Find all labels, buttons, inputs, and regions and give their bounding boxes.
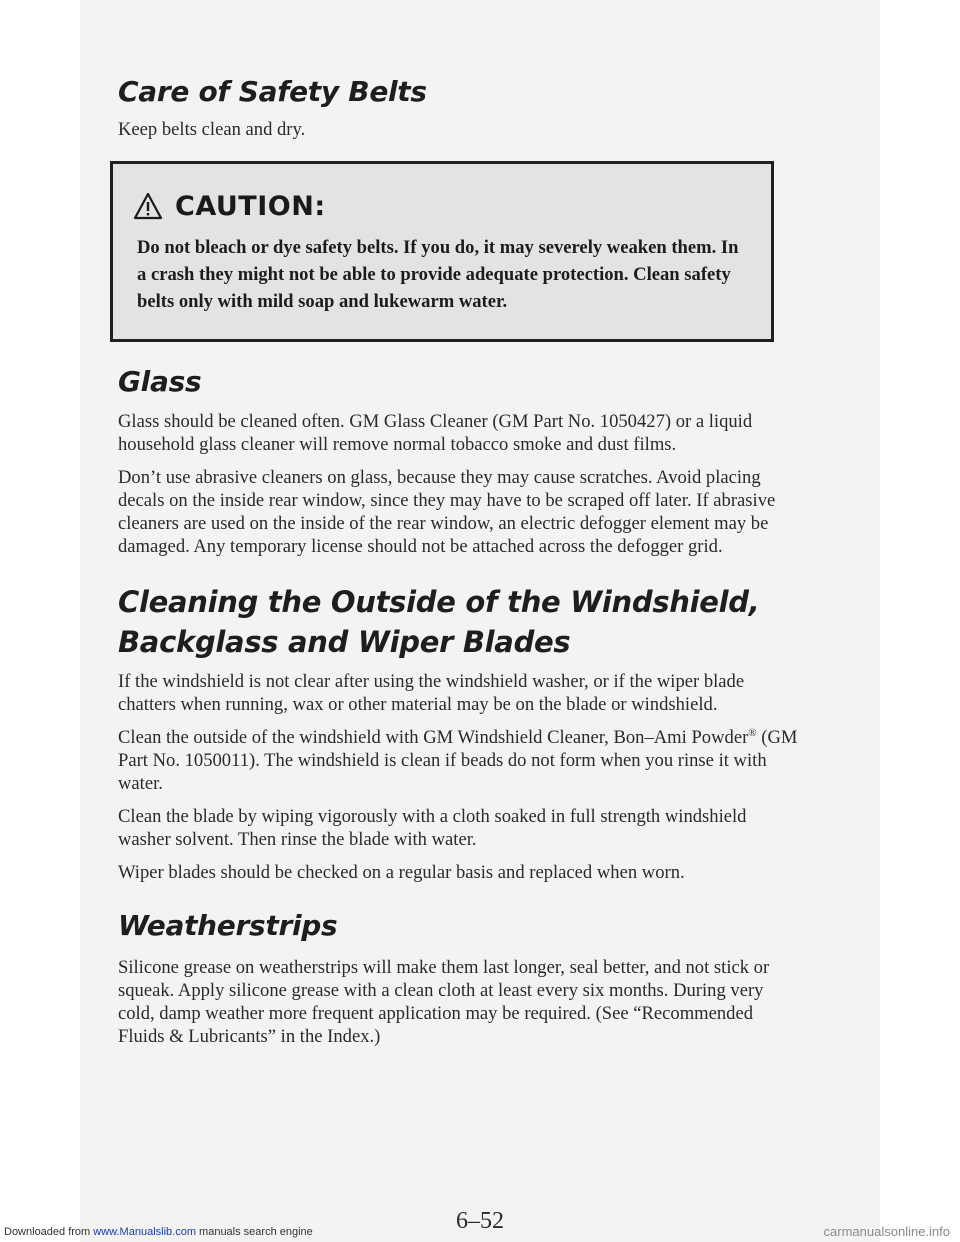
windshield-paragraph-2-start: Clean the outside of the windshield with GM Windshield Cleaner, Bon–Ami Powder bbox=[118, 727, 749, 748]
caution-header bbox=[133, 186, 771, 226]
heading-cleaning-windshield-line-2: Backglass and Wiper Blades bbox=[118, 625, 571, 659]
caution-title: CAUTION: bbox=[175, 190, 326, 222]
weatherstrips-paragraph-1: Silicone grease on weatherstrips will make them last longer, seal better, and not stick or squeak. Apply silicone grease with a clean cloth at least every six months. During very cold, damp weather more frequent application may be required. (See “Recommended Fluids & Lubricants” in the Index.) bbox=[118, 957, 770, 1047]
caution-text: Do not bleach or dye safety belts. If you do, it may severely weaken them. In a crash they might not be able to provide adequate protection. Clean safety belts only with mild soap and lukewarm water. bbox=[137, 237, 739, 312]
heading-cleaning-windshield-line-1: Cleaning the Outside of the Windshield, bbox=[118, 585, 760, 619]
windshield-paragraph-4: Wiper blades should be checked on a regular basis and replaced when worn. bbox=[118, 862, 685, 883]
heading-care-of-safety-belts: Care of Safety Belts bbox=[118, 75, 427, 108]
heading-glass: Glass bbox=[118, 365, 202, 398]
heading-cleaning-windshield bbox=[118, 582, 798, 662]
warning-triangle-icon bbox=[133, 191, 163, 221]
glass-paragraph-1: Glass should be cleaned often. GM Glass Cleaner (GM Part No. 1050427) or a liquid household glass cleaner will remove normal tobacco smoke and dust films. bbox=[118, 411, 753, 455]
watermark-text: carmanualsonline.info bbox=[823, 1224, 950, 1239]
windshield-paragraph-2-end: (GM Part No. 1050011). The windshield is clean if beads do not form when you rinse it with water. bbox=[118, 727, 798, 794]
footer-prefix: Downloaded from bbox=[4, 1226, 94, 1238]
glass-paragraph-2: Don’t use abrasive cleaners on glass, because they may cause scratches. Avoid placing decals on the inside rear window, since they may have to be scraped off later. If abrasive cleaners are used on the inside of the rear window, an electric defogger element may be damaged. Any temporary license should not be attached across the defogger grid. bbox=[118, 467, 776, 557]
manualslib-link[interactable]: www.Manualslib.com bbox=[93, 1226, 196, 1238]
windshield-paragraph-3: Clean the blade by wiping vigorously with a cloth soaked in full strength windshield washer solvent. Then rinse the blade with water. bbox=[118, 806, 747, 850]
page-number: 6–52 bbox=[456, 1208, 504, 1234]
footer-suffix: manuals search engine bbox=[195, 1226, 313, 1238]
belts-intro-text: Keep belts clean and dry. bbox=[118, 119, 306, 140]
windshield-paragraph-1: If the windshield is not clear after using the windshield washer, or if the wiper blade chatters when running, wax or other material may be on the blade or windshield. bbox=[118, 671, 745, 715]
heading-weatherstrips: Weatherstrips bbox=[118, 909, 338, 942]
caution-box bbox=[110, 161, 774, 342]
registered-mark: ® bbox=[748, 726, 757, 739]
download-footer bbox=[4, 1226, 313, 1238]
windshield-paragraph-2 bbox=[118, 726, 798, 795]
page-content bbox=[118, 74, 798, 1048]
